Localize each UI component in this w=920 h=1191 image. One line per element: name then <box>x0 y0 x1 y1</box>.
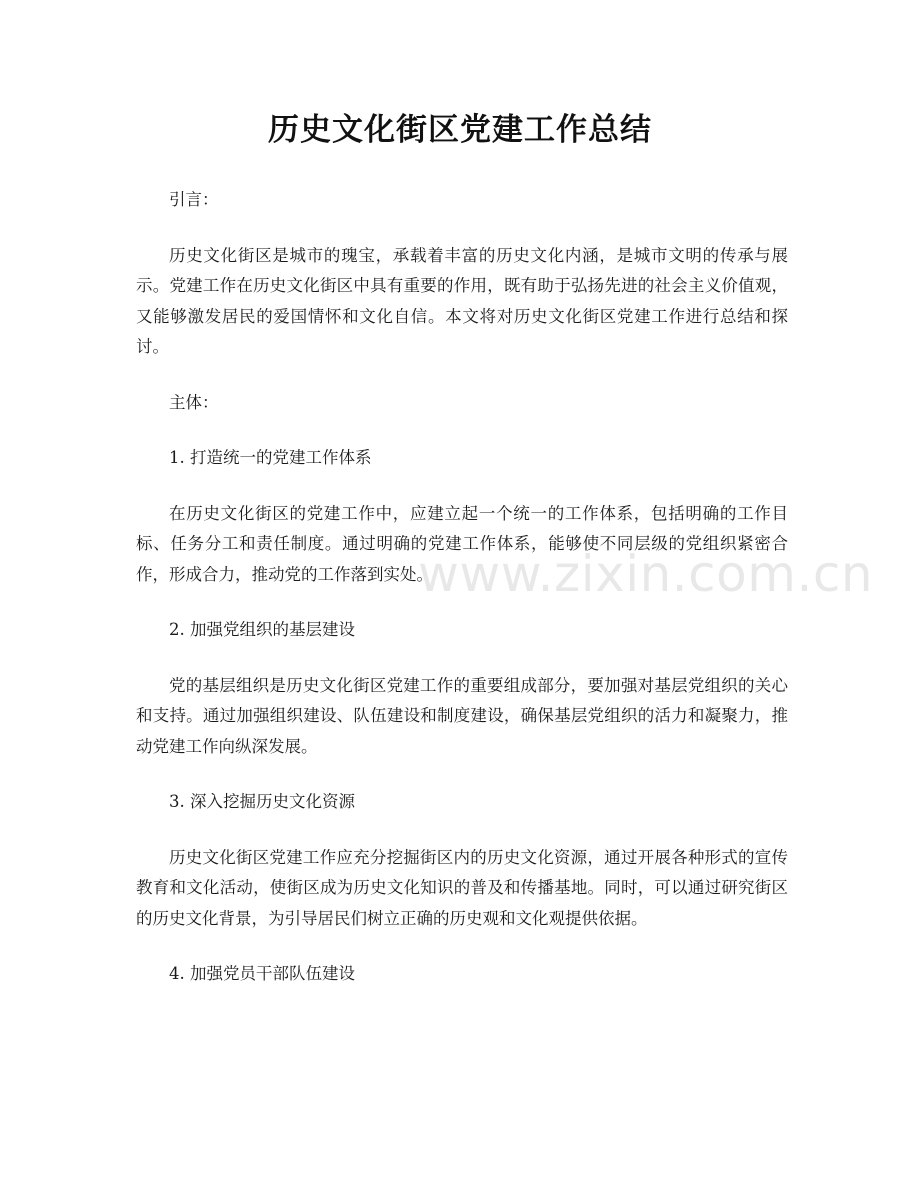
section-heading-3: 3. 深入挖掘历史文化资源 <box>169 792 355 811</box>
watermark: www.zixin.com.cn <box>418 545 874 603</box>
section-heading-4: 4. 加强党员干部队伍建设 <box>169 964 355 983</box>
section-heading-2: 2. 加强党组织的基层建设 <box>169 620 355 639</box>
section-text-3: 历史文化街区党建工作应充分挖掘街区内的历史文化资源，通过开展各种形式的宣传教育和文化活动，使街区成为历史文化知识的普及和传播基地。同时，可以通过研究街区的历史文化背景，为引导居民们树立正确的历史观和文化观提供依据。 <box>136 847 788 928</box>
intro-paragraph: 历史文化街区是城市的瑰宝，承载着丰富的历史文化内涵，是城市文明的传承与展示。党建工作在历史文化街区中具有重要的作用，既有助于弘扬先进的社会主义价值观，又能够激发居民的爱国情怀和文化自信。本文将对历史文化街区党建工作进行总结和探讨。 <box>136 245 788 356</box>
body-label: 主体： <box>169 392 219 412</box>
section-heading-1: 1. 打造统一的党建工作体系 <box>169 448 372 467</box>
section-text-1: 在历史文化街区的党建工作中，应建立起一个统一的工作体系，包括明确的工作目标、任务分工和责任制度。通过明确的党建工作体系，能够使不同层级的党组织紧密合作，形成合力，推动党的工作落到实处。 <box>136 503 788 584</box>
section-text-2: 党的基层组织是历史文化街区党建工作的重要组成部分，要加强对基层党组织的关心和支持。通过加强组织建设、队伍建设和制度建设，确保基层党组织的活力和凝聚力，推动党建工作向纵深发展。 <box>136 675 788 756</box>
document-title: 历史文化街区党建工作总结 <box>268 112 652 148</box>
intro-label: 引言： <box>169 190 219 209</box>
